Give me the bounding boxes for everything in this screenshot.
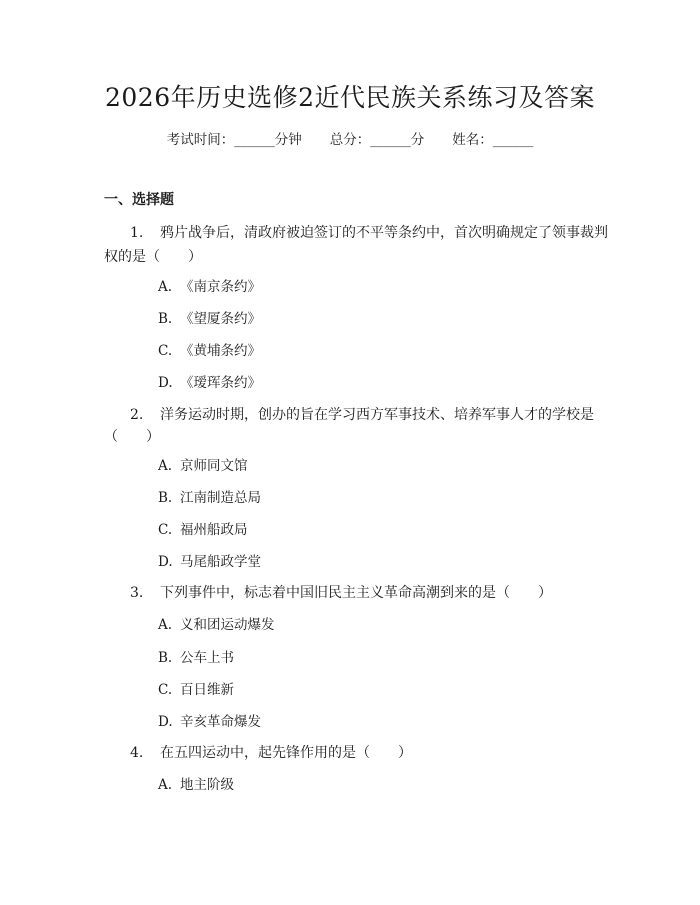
option-text: 马尾船政学堂 [180, 554, 261, 570]
question-2-line-1 [130, 403, 594, 427]
question-3-option-c[interactable] [158, 678, 234, 702]
question-2-line-2: （ ） [104, 429, 160, 445]
option-text: 《黄埔条约》 [180, 343, 261, 359]
option-text: 《望厦条约》 [180, 311, 261, 327]
option-text: 《南京条约》 [180, 279, 261, 295]
question-1-line-2: 权的是（ ） [104, 249, 202, 265]
option-letter: C. [158, 522, 173, 538]
option-text: 江南制造总局 [180, 490, 261, 506]
time-label: 考试时间： [166, 132, 235, 148]
option-text: 义和团运动爆发 [180, 617, 275, 633]
question-2-number: 2. [130, 407, 144, 423]
option-letter: A. [158, 777, 173, 793]
question-3-number: 3. [130, 585, 144, 601]
option-letter: C. [158, 682, 173, 698]
question-1-text: 鸦片战争后，清政府被迫签订的不平等条约中，首次明确规定了领事裁判 [160, 225, 608, 241]
option-letter: C. [158, 343, 173, 359]
score-unit: 分 [410, 132, 425, 148]
question-1-line-1 [130, 221, 608, 245]
time-unit: 分钟 [274, 132, 302, 148]
question-2-text: 洋务运动时期，创办的旨在学习西方军事技术、培养军事人才的学校是 [160, 407, 594, 423]
option-letter: B. [158, 490, 173, 506]
option-text: 百日维新 [180, 682, 234, 698]
exam-info-line [0, 128, 700, 152]
time-blank: ______ [234, 132, 275, 148]
page-title: 2026年历史选修2近代民族关系练习及答案 [104, 83, 596, 112]
option-text: 公车上书 [180, 650, 234, 666]
question-1-option-d[interactable] [158, 371, 261, 395]
option-text: 京师同文馆 [180, 458, 248, 474]
option-letter: D. [158, 554, 173, 570]
option-letter: D. [158, 714, 173, 730]
question-4-line-1 [130, 741, 412, 765]
option-text: 辛亥革命爆发 [180, 714, 261, 730]
question-3-line-1 [130, 581, 552, 605]
option-text: 福州船政局 [180, 522, 248, 538]
option-text: 地主阶级 [180, 777, 234, 793]
option-letter: A. [158, 279, 173, 295]
question-1-option-b[interactable] [158, 307, 261, 331]
option-letter: A. [158, 458, 173, 474]
question-2-option-a[interactable] [158, 454, 248, 478]
score-label: 总分： [329, 132, 371, 148]
question-4-text: 在五四运动中，起先锋作用的是（ ） [160, 745, 412, 761]
question-1-option-c[interactable] [158, 339, 261, 363]
option-letter: A. [158, 617, 173, 633]
option-letter: B. [158, 650, 173, 666]
question-2-option-c[interactable] [158, 518, 248, 542]
question-1-number: 1. [130, 225, 144, 241]
option-letter: D. [158, 375, 173, 391]
question-1-option-a[interactable] [158, 275, 261, 299]
name-blank: ______ [492, 132, 534, 148]
question-2-option-b[interactable] [158, 486, 261, 510]
section-heading: 一、选择题 [104, 192, 174, 208]
question-3-text: 下列事件中，标志着中国旧民主主义革命高潮到来的是（ ） [160, 585, 552, 601]
question-2-option-d[interactable] [158, 550, 261, 574]
option-text: 《瑷珲条约》 [180, 375, 261, 391]
question-3-option-d[interactable] [158, 710, 261, 734]
question-4-option-a[interactable] [158, 773, 234, 797]
option-letter: B. [158, 311, 173, 327]
name-label: 姓名： [452, 132, 493, 148]
score-blank: ______ [370, 132, 411, 148]
question-3-option-a[interactable] [158, 613, 275, 637]
question-4-number: 4. [130, 745, 144, 761]
question-3-option-b[interactable] [158, 646, 234, 670]
